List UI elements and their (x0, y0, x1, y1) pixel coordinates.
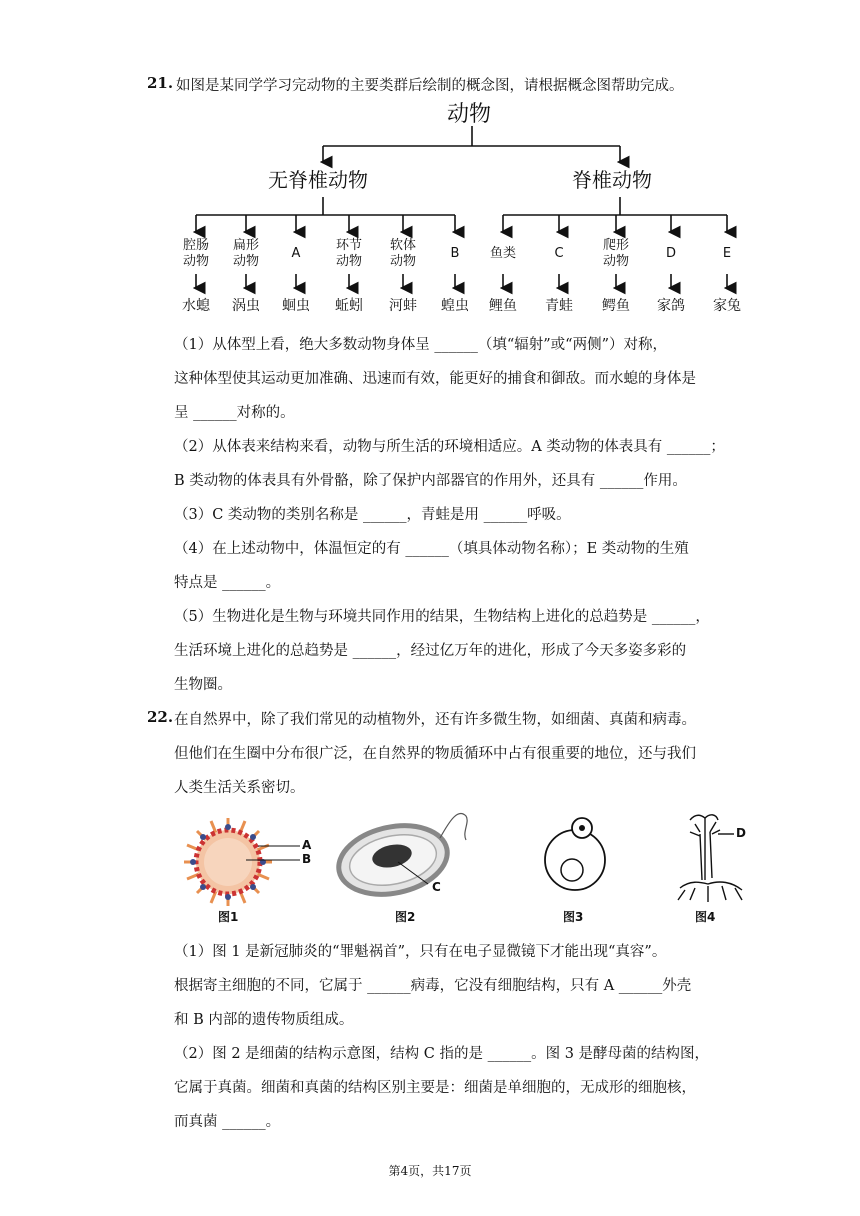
figure-caption: 图1 (218, 910, 239, 924)
q21-line: 生物圈。 (174, 677, 232, 693)
label-d: D (736, 826, 746, 840)
q21-line: 呈 ______对称的。 (174, 405, 295, 421)
mold-illustration (678, 815, 742, 902)
label-b: B (302, 852, 312, 866)
question-number: 22. (147, 708, 174, 726)
q22-line: 和 B 内部的遗传物质组成。 (174, 1012, 354, 1028)
concept-map (0, 0, 860, 330)
question-stem: 人类生活关系密切。 (174, 780, 305, 796)
q21-line: 生活环境上进化的总趋势是 ______，经过亿万年的进化，形成了今天多姿多彩的 (174, 643, 687, 659)
invert-example: 河蚌 (389, 298, 417, 314)
figure-caption: 图4 (695, 910, 716, 924)
label-a: A (302, 838, 312, 852)
virus-illustration (184, 818, 300, 906)
root-node: 动物 (447, 102, 492, 127)
microbe-figures-art (0, 810, 860, 930)
vert-group: 鱼类 (489, 246, 516, 261)
q22-line: （2）图 2 是细菌的结构示意图，结构 C 指的是 ______。图 3 是酵母菌的结构图， (174, 1046, 710, 1062)
q21-line: （5）生物进化是生物与环境共同作用的结果，生物结构上进化的总趋势是 ______， (174, 609, 710, 625)
vert-example: 青蛙 (545, 298, 573, 314)
invert-group: 腔肠 动物 (182, 238, 209, 270)
invert-example: 蚯蚓 (335, 298, 363, 314)
question-stem: 如图是某同学学习完动物的主要类群后绘制的概念图，请根据概念图帮助完成。 (176, 78, 684, 94)
vert-example: 家鸽 (657, 298, 685, 314)
invert-example: 蛔虫 (282, 298, 310, 314)
vert-group: 爬形 动物 (602, 238, 629, 270)
q22-line: 根据寄主细胞的不同，它属于 ______病毒，它没有细胞结构，只有 A ______外壳 (174, 978, 692, 994)
yeast-illustration (545, 818, 605, 890)
question-stem: 在自然界中，除了我们常见的动植物外，还有许多微生物，如细菌、真菌和病毒。 (174, 712, 696, 728)
vert-example: 鳄鱼 (602, 298, 630, 314)
invert-example: 蝗虫 (441, 298, 469, 314)
label-c: C (432, 880, 441, 894)
invert-example: 涡虫 (232, 298, 260, 314)
bacterium-illustration (332, 813, 467, 903)
invert-group: 软体 动物 (389, 238, 416, 270)
q21-line: （4）在上述动物中，体温恒定的有 ______（填具体动物名称）；E 类动物的生殖 (174, 541, 689, 557)
q21-line: 特点是 ______。 (174, 575, 281, 591)
invert-group: A (291, 246, 301, 261)
q21-line: （1）从体型上看，绝大多数动物身体呈 ______（填“辐射”或“两侧”）对称， (174, 337, 667, 353)
invert-group: B (450, 246, 460, 261)
vert-group: E (722, 246, 732, 261)
page-footer: 第4页，共17页 (388, 1164, 472, 1178)
q22-line: 它属于真菌。细菌和真菌的结构区别主要是：细菌是单细胞的，无成形的细胞核， (174, 1080, 696, 1096)
invert-group: 扁形 动物 (232, 238, 259, 270)
figure-caption: 图2 (395, 910, 416, 924)
q22-line: （1）图 1 是新冠肺炎的“罪魁祸首”，只有在电子显微镜下才能出现“真容”。 (174, 944, 667, 960)
question-number: 21. (147, 74, 174, 92)
figure-caption: 图3 (563, 910, 584, 924)
q22-line: 而真菌 ______。 (174, 1114, 281, 1130)
q21-line: （2）从体表来结构来看，动物与所生活的环境相适应。A 类动物的体表具有 ______； (174, 439, 725, 455)
invertebrate-node: 无脊椎动物 (268, 168, 368, 192)
question-stem: 但他们在生圈中分布很广泛，在自然界的物质循环中占有很重要的地位，还与我们 (174, 746, 696, 762)
q21-line: （3）C 类动物的类别名称是 ______，青蛙是用 ______呼吸。 (174, 507, 571, 523)
vert-group: C (554, 246, 564, 261)
q21-line: 这种体型使其运动更加准确、迅速而有效，能更好的捕食和御敌。而水螅的身体是 (174, 371, 696, 387)
vertebrate-node: 脊椎动物 (572, 168, 652, 192)
microbe-figures (0, 810, 860, 930)
vert-example: 鲤鱼 (489, 298, 517, 314)
invert-example: 水螅 (182, 298, 210, 314)
vert-group: D (665, 246, 676, 261)
concept-map-lines (0, 0, 860, 330)
invert-group: 环节 动物 (335, 238, 362, 270)
vert-example: 家兔 (713, 298, 741, 314)
q21-line: B 类动物的体表具有外骨骼，除了保护内部器官的作用外，还具有 ______作用。 (174, 473, 687, 489)
